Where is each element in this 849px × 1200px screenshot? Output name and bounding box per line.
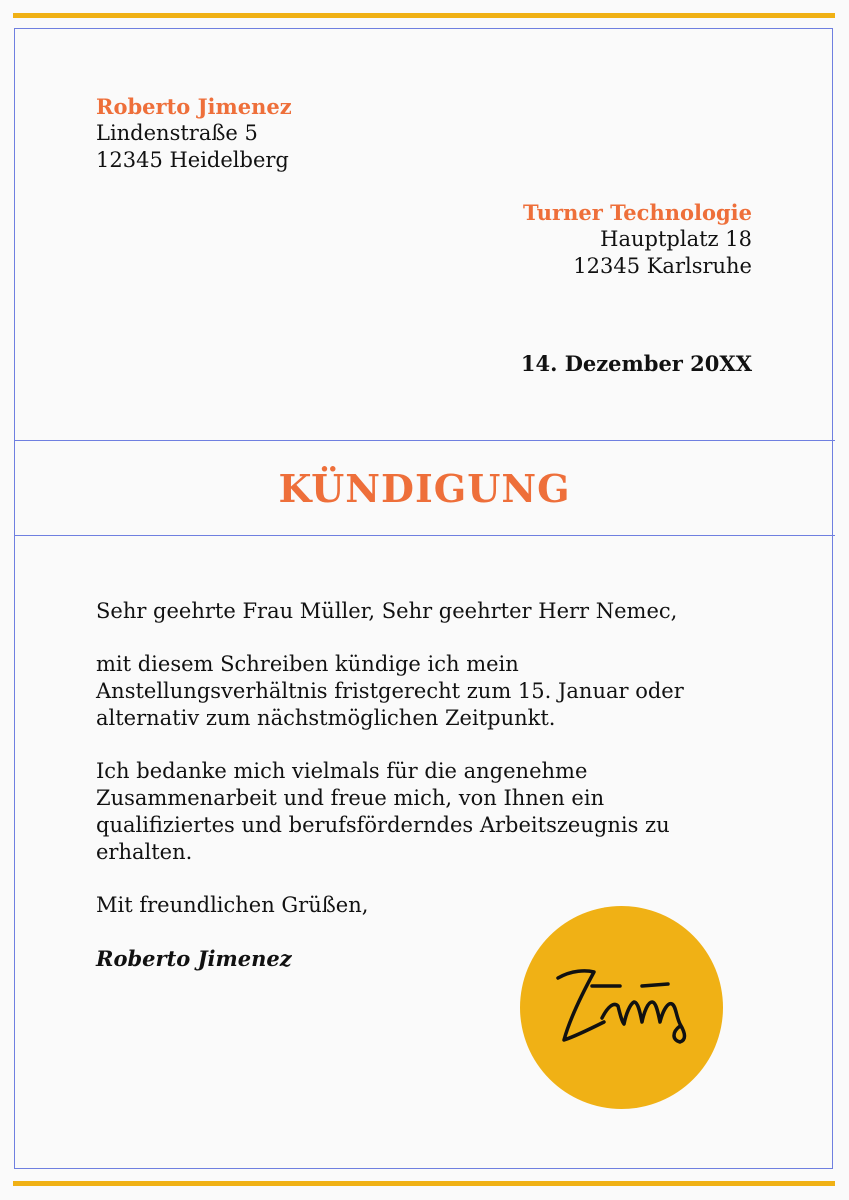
signature-name: Roberto Jimenez bbox=[96, 946, 292, 971]
sender-city: 12345 Heidelberg bbox=[96, 148, 289, 172]
bottom-gold-rule bbox=[13, 1181, 835, 1186]
handwritten-signature bbox=[520, 906, 723, 1109]
recipient-company: Turner Technologie bbox=[523, 200, 752, 225]
recipient-street: Hauptplatz 18 bbox=[600, 227, 752, 251]
salutation: Sehr geehrte Frau Müller, Sehr geehrter Herr Nemec, bbox=[96, 599, 678, 623]
sender-address bbox=[96, 93, 292, 174]
paragraph-thanks: Ich bedanke mich vielmals für die angenehme Zusammenarbeit und freue mich, von Ihnen ein qualifiziertes und berufsförderndes Arbeitszeugnis zu erhalten. bbox=[96, 759, 670, 864]
recipient-city: 12345 Karlsruhe bbox=[573, 254, 752, 278]
signature-seal-icon bbox=[520, 906, 723, 1109]
paragraph-notice: mit diesem Schreiben kündige ich mein Anstellungsverhältnis fristgerecht zum 15. Januar oder alternativ zum nächstmöglichen Zeitpunkt. bbox=[96, 652, 684, 730]
title-band bbox=[14, 440, 835, 536]
document-title: KÜNDIGUNG bbox=[278, 465, 571, 511]
letter-date: 14. Dezember 20XX bbox=[520, 351, 752, 376]
top-gold-rule bbox=[13, 13, 835, 18]
closing: Mit freundlichen Grüßen, bbox=[96, 893, 369, 917]
sender-street: Lindenstraße 5 bbox=[96, 121, 258, 145]
sender-name: Roberto Jimenez bbox=[96, 94, 292, 119]
recipient-address bbox=[523, 199, 752, 280]
